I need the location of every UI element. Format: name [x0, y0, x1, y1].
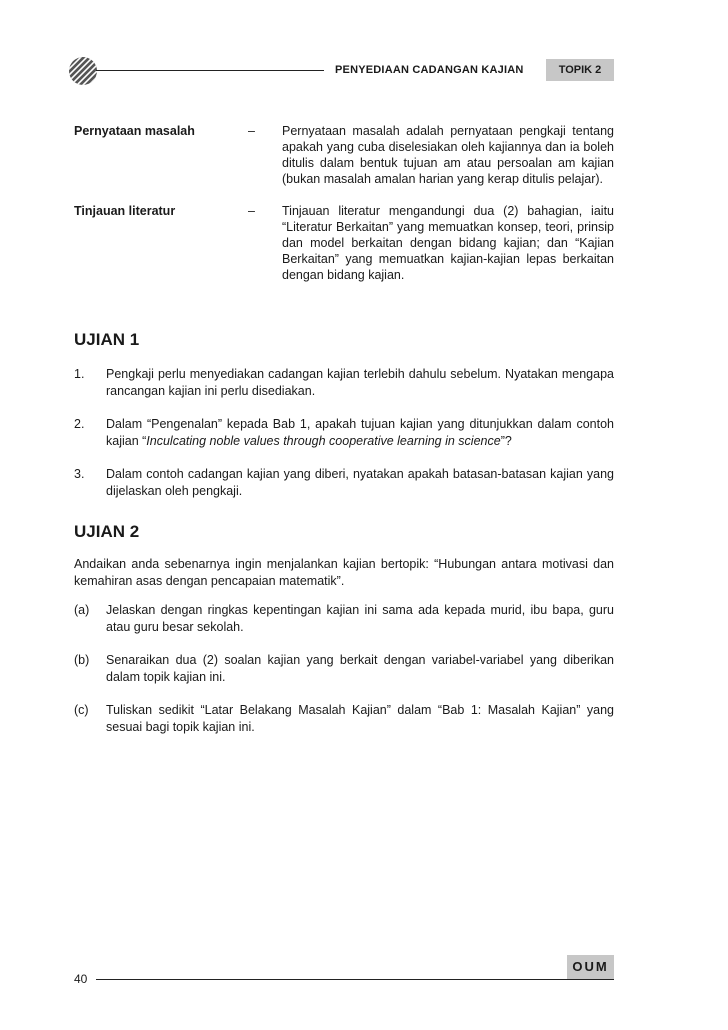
- definition-text: Pernyataan masalah adalah pernyataan pengkaji tentang apakah yang cuba diselesiakan oleh kajiannya dan ia boleh ditulis dalam bentuk tujuan am atau persoalan am kajian (bukan masalah amalan harian yang kerap ditulis pelajar).: [282, 124, 614, 186]
- definition-term: Pernyataan masalah: [74, 124, 195, 138]
- ujian-2-question-list: [74, 602, 614, 752]
- question-item: [74, 652, 614, 686]
- question-item: [74, 602, 614, 636]
- header-rule: [96, 70, 324, 71]
- question-number: 2.: [74, 417, 85, 431]
- topic-badge: TOPIK 2: [546, 59, 614, 81]
- definition-dash: –: [248, 204, 255, 218]
- study-title-italic: Inculcating noble values through cooperative learning in science: [146, 434, 501, 448]
- oum-brand-badge: OUM: [567, 955, 614, 979]
- question-text: [106, 416, 614, 450]
- page-number: 40: [74, 972, 88, 986]
- ujian-2-heading: UJIAN 2: [74, 522, 140, 541]
- ujian-1-heading: UJIAN 1: [74, 330, 140, 349]
- question-text-part: ”?: [500, 434, 512, 448]
- question-text: Dalam contoh cadangan kajian yang diberi, nyatakan apakah batasan-batasan kajian yang dijelaskan oleh pengkaji.: [106, 467, 614, 498]
- question-item: [74, 416, 614, 450]
- definition-row: [74, 203, 614, 283]
- definition-dash: –: [248, 124, 255, 138]
- question-number: 3.: [74, 467, 85, 481]
- question-text: Jelaskan dengan ringkas kepentingan kajian ini sama ada kepada murid, ibu bapa, guru atau guru besar sekolah.: [106, 603, 614, 634]
- question-number: 1.: [74, 367, 85, 381]
- ujian-1-question-list: [74, 366, 614, 516]
- question-text: Senaraikan dua (2) soalan kajian yang berkait dengan variabel-variabel yang diberikan dalam topik kajian ini.: [106, 653, 614, 684]
- definition-row: [74, 123, 614, 187]
- question-item: [74, 366, 614, 400]
- footer-rule: [96, 979, 614, 980]
- question-item: [74, 466, 614, 500]
- definition-text: Tinjauan literatur mengandungi dua (2) bahagian, iaitu “Literatur Berkaitan” yang memuatkan konsep, teori, prinsip dan model berkaitan dengan bidang kajian; dan “Kajian Berkaitan” yang memuatkan kajian-kajian lepas berkaitan dengan bidang kajian.: [282, 204, 614, 282]
- question-number: (b): [74, 653, 90, 667]
- definition-list: [74, 123, 614, 299]
- question-item: [74, 702, 614, 736]
- striped-globe-logo-icon: [68, 56, 98, 86]
- running-header-title: PENYEDIAAN CADANGAN KAJIAN: [335, 64, 524, 76]
- question-number: (a): [74, 603, 90, 617]
- question-text: Tuliskan sedikit “Latar Belakang Masalah Kajian” dalam “Bab 1: Masalah Kajian” yang sesuai bagi topik kajian ini.: [106, 703, 614, 734]
- ujian-2-intro: Andaikan anda sebenarnya ingin menjalankan kajian bertopik: “Hubungan antara motivasi dan kemahiran asas dengan pencapaian matematik”.: [74, 557, 614, 588]
- question-text-part: Dalam “Pengenalan” kepada Bab 1, apakah tujuan kajian yang ditunjukkan dalam contoh kajian “: [106, 417, 614, 448]
- definition-term: Tinjauan literatur: [74, 204, 176, 218]
- question-number: (c): [74, 703, 89, 717]
- question-text: Pengkaji perlu menyediakan cadangan kajian terlebih dahulu sebelum. Nyatakan mengapa rancangan kajian ini perlu disediakan.: [106, 367, 614, 398]
